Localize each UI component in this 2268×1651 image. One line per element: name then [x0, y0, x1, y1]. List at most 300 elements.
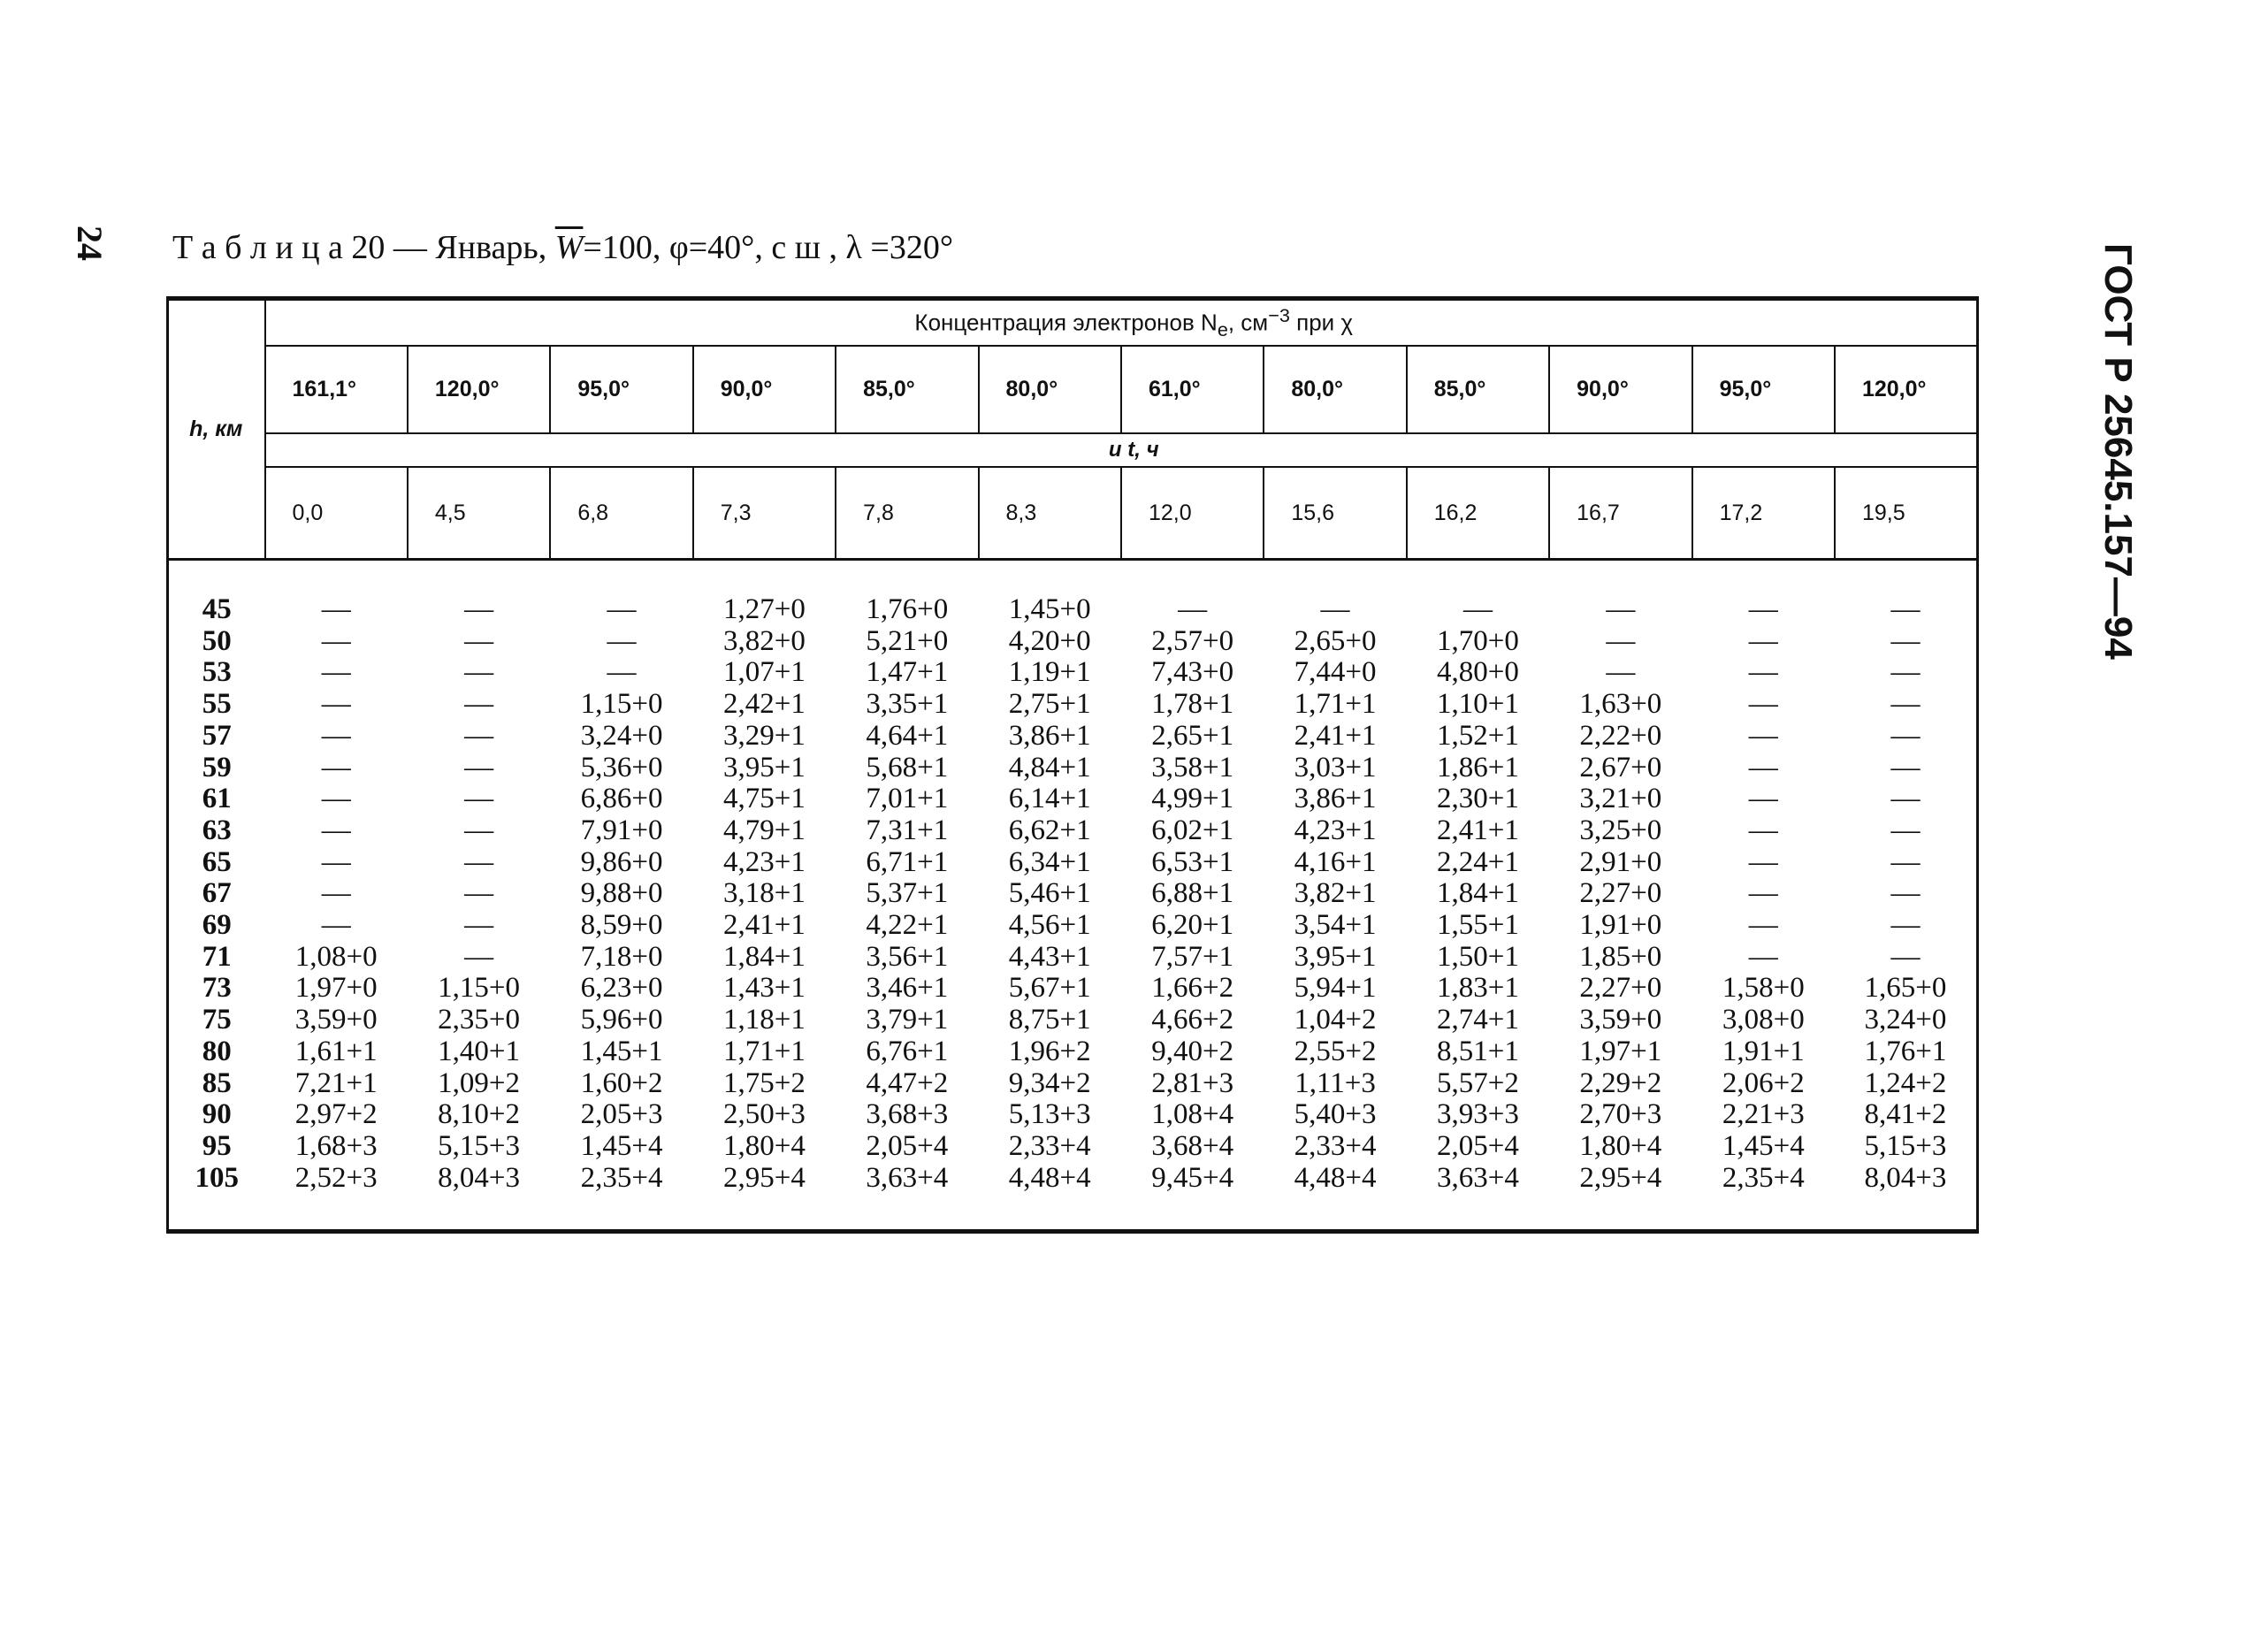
value-cell: 1,65+0	[1864, 972, 1947, 1005]
height-cell: 69	[202, 909, 232, 942]
header-spacer	[168, 560, 1978, 595]
value-cell: 2,97+2	[294, 1098, 378, 1131]
value-cell: —	[464, 783, 494, 815]
time-header: 8,3	[979, 467, 1121, 560]
value-cell: 1,75+2	[722, 1066, 806, 1099]
value-cell: 1,18+1	[722, 1004, 806, 1036]
angle-header: 61,0°	[1121, 346, 1264, 433]
value-cell: 1,97+0	[294, 972, 378, 1005]
value-cell: 3,59+0	[294, 1004, 378, 1036]
angle-header: 80,0°	[979, 346, 1121, 433]
table-row	[168, 1068, 1978, 1100]
value-cell: 1,11+3	[1294, 1066, 1376, 1099]
value-cell: —	[464, 593, 494, 625]
value-cell: —	[1606, 624, 1636, 657]
table-row	[168, 1005, 1978, 1036]
value-cell: —	[464, 814, 494, 846]
value-cell: 1,71+1	[722, 1035, 806, 1067]
value-cell: 1,76+0	[866, 593, 949, 625]
value-cell: 7,21+1	[294, 1066, 378, 1099]
value-cell: 1,15+0	[580, 688, 663, 721]
value-cell: 7,57+1	[1151, 940, 1234, 973]
value-cell: 4,48+4	[1294, 1161, 1377, 1194]
value-cell: 2,67+0	[1579, 751, 1662, 783]
value-cell: 1,15+0	[438, 972, 521, 1005]
value-cell: 7,31+1	[866, 814, 949, 846]
value-cell: 1,45+4	[580, 1129, 663, 1162]
table-row	[168, 657, 1978, 689]
value-cell: 9,34+2	[1008, 1066, 1091, 1099]
value-cell: 6,53+1	[1151, 845, 1234, 878]
value-cell: —	[1748, 909, 1778, 942]
value-cell: —	[321, 656, 351, 689]
time-header: 7,3	[693, 467, 836, 560]
time-header: 4,5	[408, 467, 550, 560]
value-cell: 3,25+0	[1579, 814, 1662, 846]
time-header: 7,8	[836, 467, 978, 560]
value-cell: 2,52+3	[294, 1161, 378, 1194]
value-cell: 2,33+4	[1294, 1129, 1377, 1162]
table-row	[168, 815, 1978, 847]
local-time-row	[168, 467, 1978, 560]
value-cell: —	[1890, 593, 1921, 625]
value-cell: —	[464, 624, 494, 657]
value-cell: 3,63+4	[1437, 1161, 1519, 1194]
height-cell: 63	[202, 814, 232, 846]
height-cell: 50	[202, 624, 232, 657]
value-cell: —	[464, 940, 494, 973]
value-cell: 2,81+3	[1151, 1066, 1234, 1099]
value-cell: 5,15+3	[1864, 1129, 1947, 1162]
value-cell: 7,91+0	[580, 814, 663, 846]
value-cell: 9,86+0	[580, 845, 663, 878]
height-cell: 45	[202, 593, 232, 625]
value-cell: 7,44+0	[1294, 656, 1377, 689]
value-cell: 5,13+3	[1008, 1098, 1091, 1131]
value-cell: 4,16+1	[1294, 845, 1377, 878]
bottom-padding-row	[168, 1194, 1978, 1232]
value-cell: 1,63+0	[1579, 688, 1662, 721]
value-cell: 1,40+1	[438, 1035, 521, 1067]
document-code: ГОСТ Р 25645.157—94	[2096, 243, 2140, 660]
value-cell: 7,01+1	[866, 783, 949, 815]
group-exponent: −3	[1268, 304, 1290, 327]
value-cell: 2,55+2	[1294, 1035, 1377, 1067]
value-cell: 8,75+1	[1008, 1004, 1091, 1036]
value-cell: 1,58+0	[1722, 972, 1805, 1005]
value-cell: 5,57+2	[1437, 1066, 1519, 1099]
value-cell: 3,24+0	[580, 719, 663, 752]
value-cell: 1,85+0	[1579, 940, 1662, 973]
value-cell: —	[607, 593, 637, 625]
table-row	[168, 721, 1978, 753]
value-cell: 2,91+0	[1579, 845, 1662, 878]
value-cell: —	[1890, 845, 1921, 878]
value-cell: 1,47+1	[866, 656, 949, 689]
value-cell: —	[321, 909, 351, 942]
value-cell: 2,95+4	[1579, 1161, 1662, 1194]
value-cell: 1,27+0	[722, 593, 806, 625]
value-cell: 1,80+4	[1579, 1129, 1662, 1162]
value-cell: —	[321, 877, 351, 910]
value-cell: 6,88+1	[1151, 877, 1234, 910]
value-cell: 8,51+1	[1437, 1035, 1519, 1067]
value-cell: 1,84+1	[722, 940, 806, 973]
value-cell: 2,35+4	[1722, 1161, 1805, 1194]
table-row	[168, 1036, 1978, 1068]
group-subscript: e	[1217, 317, 1228, 340]
time-subheader: и t, ч	[265, 433, 1978, 467]
value-cell: 3,93+3	[1437, 1098, 1519, 1131]
value-cell: —	[1890, 877, 1921, 910]
value-cell: —	[607, 624, 637, 657]
value-cell: 1,66+2	[1151, 972, 1234, 1005]
value-cell: 5,36+0	[580, 751, 663, 783]
value-cell: 1,91+1	[1722, 1035, 1805, 1067]
value-cell: 1,70+0	[1437, 624, 1519, 657]
value-cell: 3,82+0	[722, 624, 806, 657]
value-cell: 1,50+1	[1437, 940, 1519, 973]
value-cell: —	[464, 909, 494, 942]
value-cell: 8,10+2	[438, 1098, 521, 1131]
value-cell: 8,04+3	[438, 1161, 521, 1194]
height-cell: 65	[202, 845, 232, 878]
value-cell: 6,14+1	[1008, 783, 1091, 815]
value-cell: 2,05+4	[866, 1129, 949, 1162]
value-cell: 2,05+4	[1437, 1129, 1519, 1162]
value-cell: 5,46+1	[1008, 877, 1091, 910]
time-header: 15,6	[1264, 467, 1406, 560]
value-cell: 4,47+2	[866, 1066, 949, 1099]
value-cell: —	[1748, 814, 1778, 846]
value-cell: 4,84+1	[1008, 751, 1091, 783]
value-cell: —	[1606, 593, 1636, 625]
value-cell: 6,20+1	[1151, 909, 1234, 942]
caption-w-symbol: $\overline{W}$	[554, 229, 584, 266]
zenith-angle-row	[168, 346, 1978, 433]
height-cell: 61	[202, 783, 232, 815]
table-caption	[172, 228, 953, 267]
table-row	[168, 910, 1978, 942]
height-cell: 53	[202, 656, 232, 689]
value-cell: 3,29+1	[722, 719, 806, 752]
value-cell: —	[1606, 656, 1636, 689]
value-cell: —	[1890, 719, 1921, 752]
value-cell: —	[1890, 624, 1921, 657]
value-cell: 7,43+0	[1151, 656, 1234, 689]
value-cell: —	[1890, 751, 1921, 783]
value-cell: 1,60+2	[580, 1066, 663, 1099]
value-cell: —	[1890, 909, 1921, 942]
value-cell: 1,45+0	[1008, 593, 1091, 625]
table-row	[168, 626, 1978, 658]
value-cell: 2,57+0	[1151, 624, 1234, 657]
value-cell: 2,22+0	[1579, 719, 1662, 752]
height-column-header: h, км	[168, 299, 265, 560]
value-cell: 4,66+2	[1151, 1004, 1234, 1036]
value-cell: 2,35+0	[438, 1004, 521, 1036]
value-cell: 2,50+3	[722, 1098, 806, 1131]
value-cell: 2,21+3	[1722, 1098, 1805, 1131]
value-cell: 4,43+1	[1008, 940, 1091, 973]
value-cell: 1,45+4	[1722, 1129, 1805, 1162]
value-cell: 3,82+1	[1294, 877, 1377, 910]
table-row	[168, 942, 1978, 974]
value-cell: 2,27+0	[1579, 877, 1662, 910]
value-cell: —	[1178, 593, 1208, 625]
value-cell: 1,80+4	[722, 1129, 806, 1162]
value-cell: 1,91+0	[1579, 909, 1662, 942]
value-cell: 1,08+0	[294, 940, 378, 973]
value-cell: —	[464, 751, 494, 783]
time-header: 12,0	[1121, 467, 1264, 560]
height-cell: 73	[202, 972, 232, 1005]
value-cell: 3,95+1	[722, 751, 806, 783]
value-cell: —	[321, 814, 351, 846]
value-cell: 4,99+1	[1151, 783, 1234, 815]
group-unit: , см	[1227, 309, 1269, 336]
time-header: 6,8	[550, 467, 692, 560]
value-cell: —	[607, 656, 637, 689]
value-cell: 4,20+0	[1008, 624, 1091, 657]
height-cell: 105	[195, 1161, 239, 1194]
height-cell: 75	[202, 1004, 232, 1036]
value-cell: 2,30+1	[1437, 783, 1519, 815]
value-cell: 1,08+4	[1151, 1098, 1234, 1131]
value-cell: —	[1748, 877, 1778, 910]
value-cell: 2,29+2	[1579, 1066, 1662, 1099]
value-cell: 8,41+2	[1864, 1098, 1947, 1131]
value-cell: —	[1748, 751, 1778, 783]
value-cell: 5,94+1	[1294, 972, 1377, 1005]
value-cell: 3,03+1	[1294, 751, 1377, 783]
table-row	[168, 689, 1978, 721]
value-cell: 1,10+1	[1437, 688, 1519, 721]
value-cell: 3,68+3	[866, 1098, 949, 1131]
value-cell: —	[1748, 719, 1778, 752]
value-cell: 5,68+1	[866, 751, 949, 783]
table-row	[168, 1099, 1978, 1131]
time-header: 16,7	[1549, 467, 1691, 560]
value-cell: —	[1748, 656, 1778, 689]
value-cell: 6,34+1	[1008, 845, 1091, 878]
value-cell: 1,07+1	[722, 656, 806, 689]
value-cell: 5,21+0	[866, 624, 949, 657]
page-number: 24	[70, 225, 110, 261]
value-cell: 9,45+4	[1151, 1161, 1234, 1194]
angle-header: 80,0°	[1264, 346, 1406, 433]
value-cell: 1,83+1	[1437, 972, 1519, 1005]
value-cell: —	[464, 719, 494, 752]
value-cell: —	[1748, 940, 1778, 973]
value-cell: 1,09+2	[438, 1066, 521, 1099]
value-cell: 3,21+0	[1579, 783, 1662, 815]
value-cell: 3,54+1	[1294, 909, 1377, 942]
angle-header: 95,0°	[550, 346, 692, 433]
value-cell: —	[321, 624, 351, 657]
value-cell: 1,86+1	[1437, 751, 1519, 783]
value-cell: 3,86+1	[1294, 783, 1377, 815]
angle-header: 90,0°	[693, 346, 836, 433]
height-cell: 71	[202, 940, 232, 973]
value-cell: 4,79+1	[722, 814, 806, 846]
value-cell: 3,35+1	[866, 688, 949, 721]
value-cell: 6,62+1	[1008, 814, 1091, 846]
value-cell: 1,84+1	[1437, 877, 1519, 910]
value-cell: 1,55+1	[1437, 909, 1519, 942]
value-cell: 2,06+2	[1722, 1066, 1805, 1099]
height-cell: 90	[202, 1098, 232, 1131]
value-cell: —	[1320, 593, 1350, 625]
value-cell: 1,68+3	[294, 1129, 378, 1162]
value-cell: 5,37+1	[866, 877, 949, 910]
value-cell: 3,63+4	[866, 1161, 949, 1194]
value-cell: 1,52+1	[1437, 719, 1519, 752]
value-cell: —	[464, 845, 494, 878]
value-cell: 1,43+1	[722, 972, 806, 1005]
value-cell: 6,23+0	[580, 972, 663, 1005]
value-cell: 4,23+1	[1294, 814, 1377, 846]
value-cell: —	[321, 593, 351, 625]
value-cell: 6,76+1	[866, 1035, 949, 1067]
time-header: 0,0	[265, 467, 408, 560]
value-cell: 1,19+1	[1008, 656, 1091, 689]
value-cell: 2,27+0	[1579, 972, 1662, 1005]
value-cell: —	[1890, 814, 1921, 846]
value-cell: 3,46+1	[866, 972, 949, 1005]
table-row	[168, 783, 1978, 815]
value-cell: —	[1462, 593, 1493, 625]
value-cell: 2,42+1	[722, 688, 806, 721]
value-cell: 6,86+0	[580, 783, 663, 815]
value-cell: —	[1748, 845, 1778, 878]
value-cell: —	[1748, 593, 1778, 625]
value-cell: 1,71+1	[1294, 688, 1377, 721]
caption-prefix: Т а б л и ц а 20 — Январь,	[172, 229, 555, 266]
value-cell: —	[321, 845, 351, 878]
value-cell: —	[1890, 656, 1921, 689]
value-cell: 2,35+4	[580, 1161, 663, 1194]
time-header: 16,2	[1407, 467, 1549, 560]
angle-header: 90,0°	[1549, 346, 1691, 433]
value-cell: 6,71+1	[866, 845, 949, 878]
value-cell: 3,08+0	[1722, 1004, 1805, 1036]
value-cell: 7,18+0	[580, 940, 663, 973]
value-cell: 2,24+1	[1437, 845, 1519, 878]
table-row	[168, 1131, 1978, 1163]
angle-header: 120,0°	[1835, 346, 1978, 433]
value-cell: 4,64+1	[866, 719, 949, 752]
group-title: Концентрация электронов N	[914, 309, 1218, 336]
value-cell: 3,86+1	[1008, 719, 1091, 752]
value-cell: 3,59+0	[1579, 1004, 1662, 1036]
height-cell: 95	[202, 1129, 232, 1162]
angle-header: 95,0°	[1692, 346, 1835, 433]
value-cell: —	[1890, 783, 1921, 815]
group-suffix: при χ	[1289, 309, 1354, 336]
angle-header: 85,0°	[1407, 346, 1549, 433]
height-cell: 57	[202, 719, 232, 752]
value-cell: 3,24+0	[1864, 1004, 1947, 1036]
value-cell: 4,75+1	[722, 783, 806, 815]
height-cell: 67	[202, 877, 232, 910]
value-cell: 5,67+1	[1008, 972, 1091, 1005]
angle-header: 161,1°	[265, 346, 408, 433]
value-cell: 3,79+1	[866, 1004, 949, 1036]
value-cell: 4,48+4	[1008, 1161, 1091, 1194]
value-cell: 3,58+1	[1151, 751, 1234, 783]
value-cell: 2,41+1	[1437, 814, 1519, 846]
value-cell: 1,24+2	[1864, 1066, 1947, 1099]
value-cell: 8,59+0	[580, 909, 663, 942]
value-cell: 9,40+2	[1151, 1035, 1234, 1067]
caption-rest: =100, φ=40°, с ш , λ =320°	[583, 229, 954, 266]
value-cell: 1,45+1	[580, 1035, 663, 1067]
value-cell: 2,95+4	[722, 1161, 806, 1194]
value-cell: 2,41+1	[1294, 719, 1377, 752]
value-cell: 5,96+0	[580, 1004, 663, 1036]
value-cell: —	[464, 877, 494, 910]
value-cell: 1,61+1	[294, 1035, 378, 1067]
angle-header: 85,0°	[836, 346, 978, 433]
table-row	[168, 594, 1978, 626]
value-cell: 5,40+3	[1294, 1098, 1377, 1131]
table-row	[168, 1163, 1978, 1195]
value-cell: 1,76+1	[1864, 1035, 1947, 1067]
value-cell: 3,56+1	[866, 940, 949, 973]
value-cell: 6,02+1	[1151, 814, 1234, 846]
height-cell: 85	[202, 1066, 232, 1099]
value-cell: 2,33+4	[1008, 1129, 1091, 1162]
angle-header: 120,0°	[408, 346, 550, 433]
value-cell: 2,41+1	[722, 909, 806, 942]
value-cell: —	[464, 656, 494, 689]
value-cell: —	[321, 688, 351, 721]
height-cell: 80	[202, 1035, 232, 1067]
value-cell: 5,15+3	[438, 1129, 521, 1162]
value-cell: 2,65+0	[1294, 624, 1377, 657]
group-header	[265, 299, 1978, 347]
electron-concentration-table	[166, 296, 1979, 1234]
value-cell: 1,78+1	[1151, 688, 1234, 721]
value-cell: —	[464, 688, 494, 721]
value-cell: 1,97+1	[1579, 1035, 1662, 1067]
value-cell: —	[321, 719, 351, 752]
height-cell: 55	[202, 688, 232, 721]
height-cell: 59	[202, 751, 232, 783]
table-row	[168, 753, 1978, 784]
value-cell: 1,96+2	[1008, 1035, 1091, 1067]
value-cell: —	[1890, 688, 1921, 721]
value-cell: —	[1748, 688, 1778, 721]
value-cell: —	[321, 783, 351, 815]
value-cell: 8,04+3	[1864, 1161, 1947, 1194]
value-cell: —	[1890, 940, 1921, 973]
value-cell: 4,23+1	[722, 845, 806, 878]
value-cell: —	[1748, 624, 1778, 657]
time-header: 19,5	[1835, 467, 1978, 560]
table-body	[168, 560, 1978, 1232]
value-cell: 3,95+1	[1294, 940, 1377, 973]
value-cell: 9,88+0	[580, 877, 663, 910]
value-cell: —	[1748, 783, 1778, 815]
value-cell: 2,05+3	[580, 1098, 663, 1131]
value-cell: 2,65+1	[1151, 719, 1234, 752]
time-header: 17,2	[1692, 467, 1835, 560]
table-row	[168, 973, 1978, 1005]
table-row	[168, 878, 1978, 910]
value-cell: 4,80+0	[1437, 656, 1519, 689]
